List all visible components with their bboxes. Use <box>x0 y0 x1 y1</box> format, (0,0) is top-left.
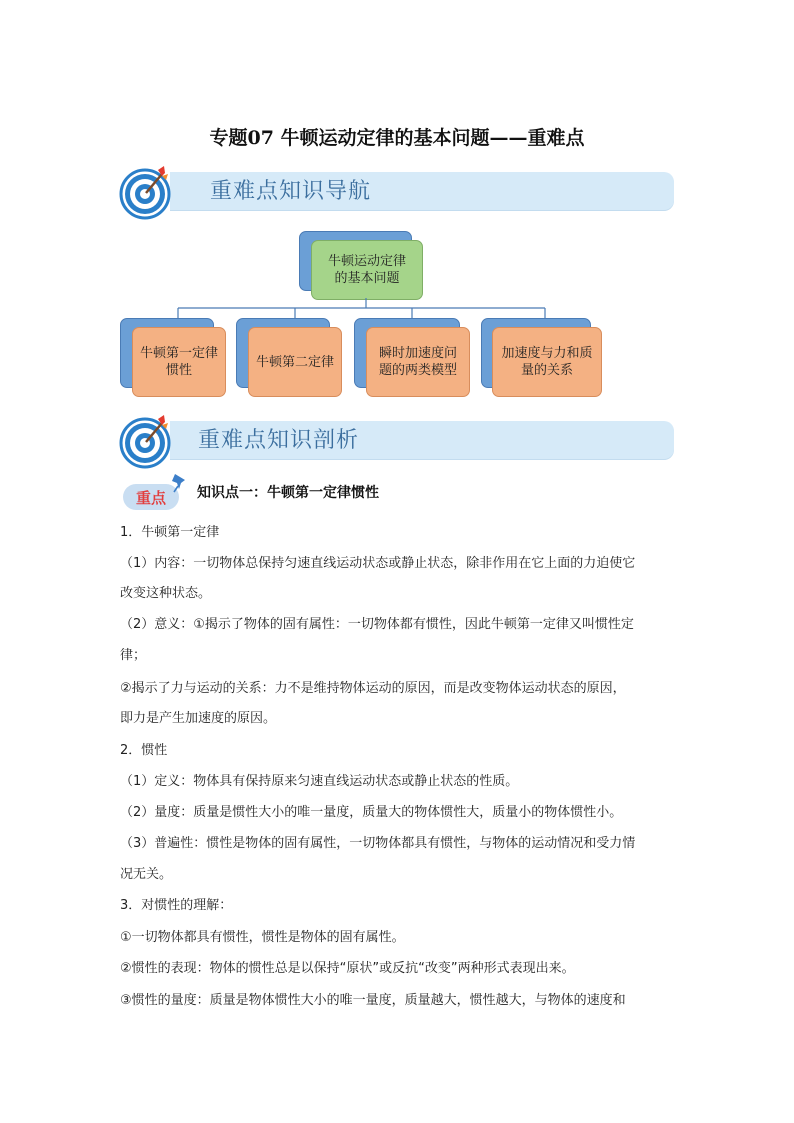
body-line: 律； <box>120 648 147 663</box>
body-line: 1．牛顿第一定律 <box>120 525 220 540</box>
body-line: 况无关。 <box>120 867 173 882</box>
child-box <box>366 327 470 397</box>
banner-title: 重难点知识导航 <box>210 179 372 204</box>
child-label: 加速度与力和质量的关系 <box>501 346 593 378</box>
page-title: 专题07 牛顿运动定律的基本问题——重难点 <box>209 127 585 149</box>
banner-title: 重难点知识剖析 <box>198 428 360 453</box>
body-line: ②惯性的表现：物体的惯性总是以保持“原状”或反抗“改变”两种形式表现出来。 <box>120 961 575 976</box>
navigation-banner <box>118 164 674 224</box>
root-box <box>311 240 423 300</box>
target-icon <box>118 413 178 473</box>
body-line: （1）定义：物体具有保持原来匀速直线运动状态或静止状态的性质。 <box>120 774 519 789</box>
body-line: （1）内容：一切物体总保持匀速直线运动状态或静止状态，除非作用在它上面的力迫使它 <box>120 556 636 571</box>
knowledge-point-heading: 知识点一：牛顿第一定律惯性 <box>197 485 379 501</box>
body-line: （2）意义：①揭示了物体的固有属性：一切物体都有惯性，因此牛顿第一定律又叫惯性定 <box>120 617 634 632</box>
root-label: 牛顿运动定律的基本问题 <box>327 254 406 286</box>
emphasis-badge: 重点 <box>123 484 179 510</box>
body-line: 改变这种状态。 <box>120 586 212 601</box>
body-line: ③惯性的量度：质量是物体惯性大小的唯一量度，质量越大，惯性越大，与物体的速度和 <box>120 993 626 1008</box>
pushpin-icon <box>169 472 191 494</box>
body-line: （2）量度：质量是惯性大小的唯一量度，质量大的物体惯性大，质量小的物体惯性小。 <box>120 805 623 820</box>
child-box <box>248 327 342 397</box>
body-line: 3．对惯性的理解： <box>120 898 233 913</box>
body-line: ①一切物体都具有惯性，惯性是物体的固有属性。 <box>120 930 405 945</box>
body-line: （3）普遍性：惯性是物体的固有属性，一切物体都具有惯性，与物体的运动情况和受力情 <box>120 836 636 851</box>
child-box <box>492 327 602 397</box>
child-label: 牛顿第二定律 <box>255 354 334 370</box>
child-label: 瞬时加速度问题的两类模型 <box>378 346 457 378</box>
body-line: ②揭示了力与运动的关系：力不是维持物体运动的原因，而是改变物体运动状态的原因， <box>120 681 626 696</box>
child-box <box>132 327 226 397</box>
child-label: 牛顿第一定律 惯性 <box>139 346 218 378</box>
body-line: 即力是产生加速度的原因。 <box>120 711 277 726</box>
body-line: 2．惯性 <box>120 743 168 758</box>
analysis-banner <box>118 413 674 473</box>
target-icon <box>118 164 178 224</box>
